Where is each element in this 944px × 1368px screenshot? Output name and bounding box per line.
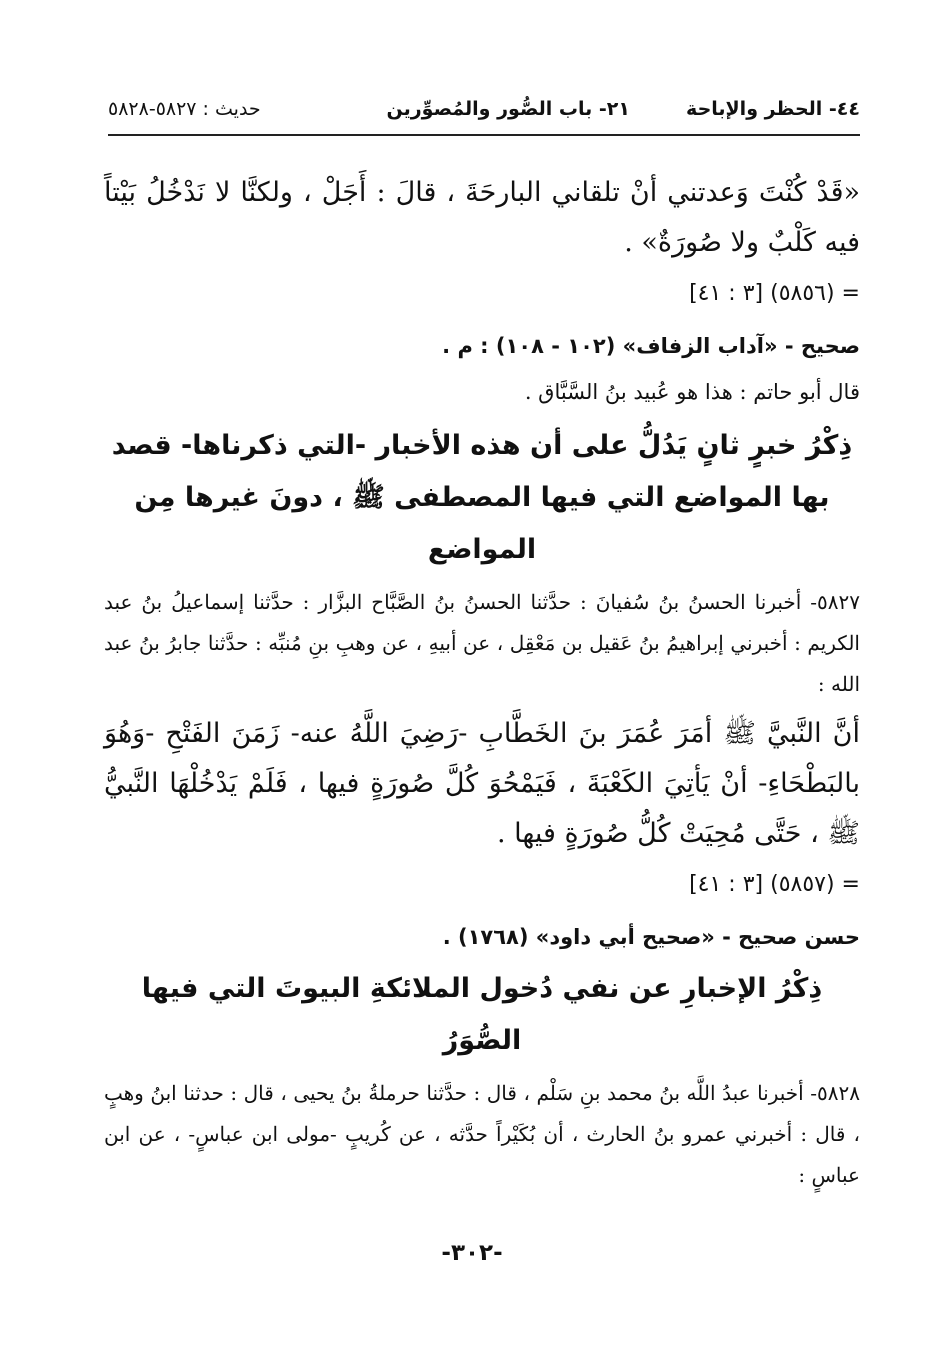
book-title: ٤٤- الحظر والإباحة bbox=[686, 98, 860, 120]
cross-reference: = (٥٨٥٧) [٣ : ٤١] bbox=[689, 872, 860, 897]
grading: صحيح - «آداب الزفاف» (١٠٢ - ١٠٨) : م . bbox=[442, 334, 860, 358]
header-divider bbox=[108, 134, 860, 136]
cross-reference: = (٥٨٥٦) [٣ : ٤١] bbox=[689, 281, 860, 306]
page-number: -٣٠٢- bbox=[441, 1240, 503, 1266]
hadith-text: أنَّ النَّبيَّ ﷺ أمَرَ عُمَرَ بنَ الخَطَّابِ -رَضِيَ اللَّهُ عنه- زَمَنَ الفَتْحِ -وَهُوَ بالبَطْحَاءِ- أنْ يَأتِيَ الكَعْبَةَ ، فَيَمْحُوَ كُلَّ صُورَةٍ فيها ، فَلَمْ يَدْخُلْهَا النَّبيُّ ﷺ ، حَتَّى مُحِيَتْ كُلُّ صُورَةٍ فيها . bbox=[104, 718, 860, 849]
hadith-text: «قَدْ كُنْتَ وَعدتني أنْ تلقاني البارحَةَ ، قالَ : أَجَلْ ، ولكنَّا لا نَدْخُلُ بَيْتاً فيه كَلْبٌ ولا صُورَةٌ» . bbox=[104, 177, 860, 258]
running-header bbox=[108, 98, 860, 132]
hadith-range: حديث : ٥٨٢٧-٥٨٢٨ bbox=[108, 98, 261, 120]
isnad: ٥٨٢٧- أخبرنا الحسنُ بنُ سُفيانَ : حدَّثنا الحسنُ بنُ الصَّبَّاح البزَّار : حدَّثنا إسماعيلُ بنُ عبد الكريم : أخبرني إبراهيمُ بنُ عَقيل بن مَعْقِل ، عن أبيهِ ، عن وهبِ بنِ مُنبِّه : حدَّثنا جابرُ بنُ عبد الله : bbox=[104, 590, 860, 696]
grading: حسن صحيح - «صحيح أبي داود» (١٧٦٨) . bbox=[442, 925, 860, 949]
section-heading: ذِكْرُ الإخبارِ عن نفي دُخول الملائكةِ البيوتَ التي فيها الصُّوَرُ bbox=[141, 973, 823, 1056]
isnad: ٥٨٢٨- أخبرنا عبدُ اللَّه بنُ محمد بنِ سَلْم ، قال : حدَّثنا حرملةُ بنُ يحيى ، قال : حدثنا ابنُ وهبٍ ، قال : أخبرني عمرو بنُ الحارث ، أن بُكَيْراً حدَّثه ، عن كُريبٍ -مولى ابن عباسٍ- ، عن ابن عباسٍ : bbox=[104, 1081, 860, 1187]
page-body bbox=[104, 168, 860, 1196]
commentary: قال أبو حاتم : هذا هو عُبيد بنُ السَّبَّاق . bbox=[524, 380, 860, 404]
chapter-title: ٢١- باب الصُّور والمُصوِّرين bbox=[386, 98, 630, 120]
section-heading: ذِكْرُ خبرٍ ثانٍ يَدُلُّ على أن هذه الأخبار -التي ذكرناها- قصد بها المواضع التي فيها المصطفى ﷺ ، دونَ غيرها مِن المواضع bbox=[111, 430, 853, 565]
